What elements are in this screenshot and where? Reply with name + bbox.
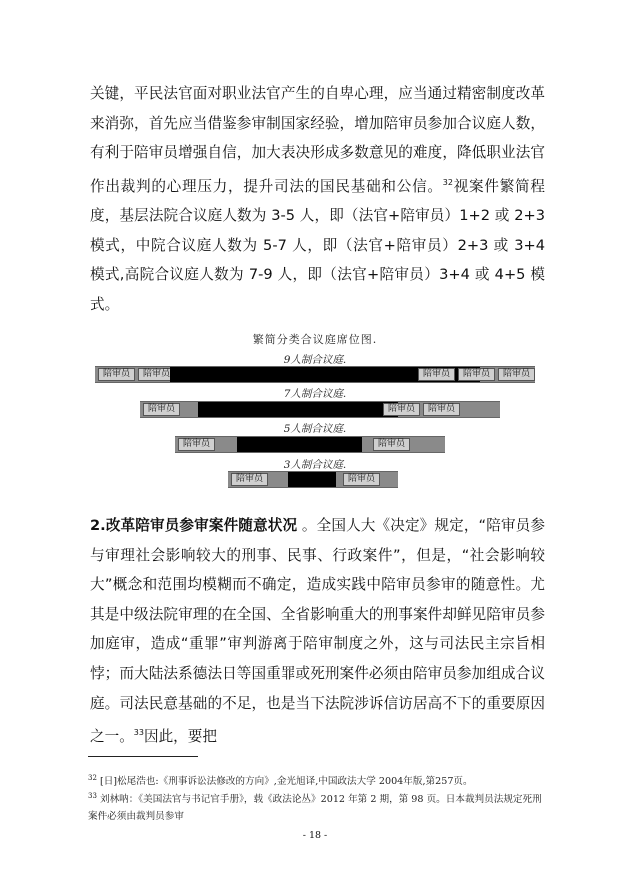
judge-block-redacted (198, 402, 398, 417)
paragraph-text-cont: 视案件繁简程度，基层法院合议庭人数为 3-5 人，即（法官+陪审员）1+2 或 2+3 模式，中院合议庭人数为 5-7 人，即（法官+陪审员）2+3 或 3+4 模式,高院合议庭人数为 7-9 人，即（法官+陪审员）3+4 或 4+5 模式。 (90, 177, 545, 314)
judge-block-redacted (288, 472, 336, 487)
page-number: - 18 - (302, 830, 328, 841)
paragraph-text: 关键，平民法官面对职业法官产生的自卑心理，应当通过精密制度改革来消弥，首先应当借鉴参审制国家经验，增加陪审员参加合议庭人数，有利于陪审员增强自信，加大表决形成多数意见的难度，降低职业法官作出裁判的心理压力，提升司法的国民基础和公信。 (90, 85, 545, 195)
footnote-mark: 33 (88, 792, 97, 800)
juror-seat: 陪审员 (423, 403, 460, 416)
judge-block-redacted (237, 437, 362, 452)
seat-bar-9 (95, 366, 535, 383)
footnote-mark: 32 (88, 774, 97, 782)
juror-seat: 陪审员 (418, 368, 455, 381)
body-paragraph-1 (90, 79, 545, 320)
footnote-ref-32[interactable]: 32 (442, 177, 453, 187)
seat-bar-5 (175, 436, 445, 453)
paragraph-text-tail: 因此，要把 (143, 728, 217, 746)
seat-bar-7 (140, 401, 500, 418)
seat-bar-3 (228, 471, 398, 488)
footnote-text: [日]松尾浩也:《刑事诉讼法修改的方向》,金光旭译,中国政法大学 2004年版,第257页。 (96, 776, 473, 788)
row-label-7: 7人制合议庭. (283, 388, 347, 400)
figure-title: 繁简分类合议庭席位图. (252, 333, 378, 346)
juror-seat: 陪审员 (498, 368, 535, 381)
juror-seat: 陪审员 (373, 438, 410, 451)
juror-seat: 陪审员 (98, 368, 135, 381)
row-label-3: 3人制合议庭. (283, 459, 347, 471)
row-label-9: 9人制合议庭. (283, 354, 347, 366)
juror-seat: 陪审员 (143, 403, 180, 416)
section-heading: 2.改革陪审员参审案件随意状况 (90, 517, 298, 534)
body-paragraph-2 (90, 511, 545, 752)
footnote-33 (88, 788, 548, 825)
juror-seat: 陪审员 (138, 368, 175, 381)
juror-seat: 陪审员 (458, 368, 495, 381)
juror-seat: 陪审员 (178, 438, 215, 451)
juror-seat: 陪审员 (383, 403, 420, 416)
footnote-divider (88, 756, 198, 757)
paragraph-text: 。全国人大《决定》规定，“陪审员参与审理社会影响较大的刑事、民事、行政案件”，但是，“社会影响较大”概念和范围均模糊而不确定，造成实践中陪审员参审的随意性。尤其是中级法院审理的在全国、全省影响重大的刑事案件却鲜见陪审员参加庭审，造成“重罪”审判游离于陪审制度之外，这与司法民主宗旨相悖；而大陆法系德法日等国重罪或死刑案件必须由陪审员参加组成合议庭。司法民意基础的不足，也是当下法院涉诉信访居高不下的重要原因之一。 (90, 517, 545, 746)
footnote-ref-33[interactable]: 33 (133, 728, 144, 738)
juror-seat: 陪审员 (343, 473, 380, 486)
footnote-text: 刘林呐：《美国法官与书记官手册》，载《政法论丛》2012 年第 2 期，第 98 页。日本裁判员法规定死刑案件必须由裁判员参审 (88, 794, 542, 823)
row-label-5: 5人制合议庭. (283, 423, 347, 435)
juror-seat: 陪审员 (231, 473, 268, 486)
